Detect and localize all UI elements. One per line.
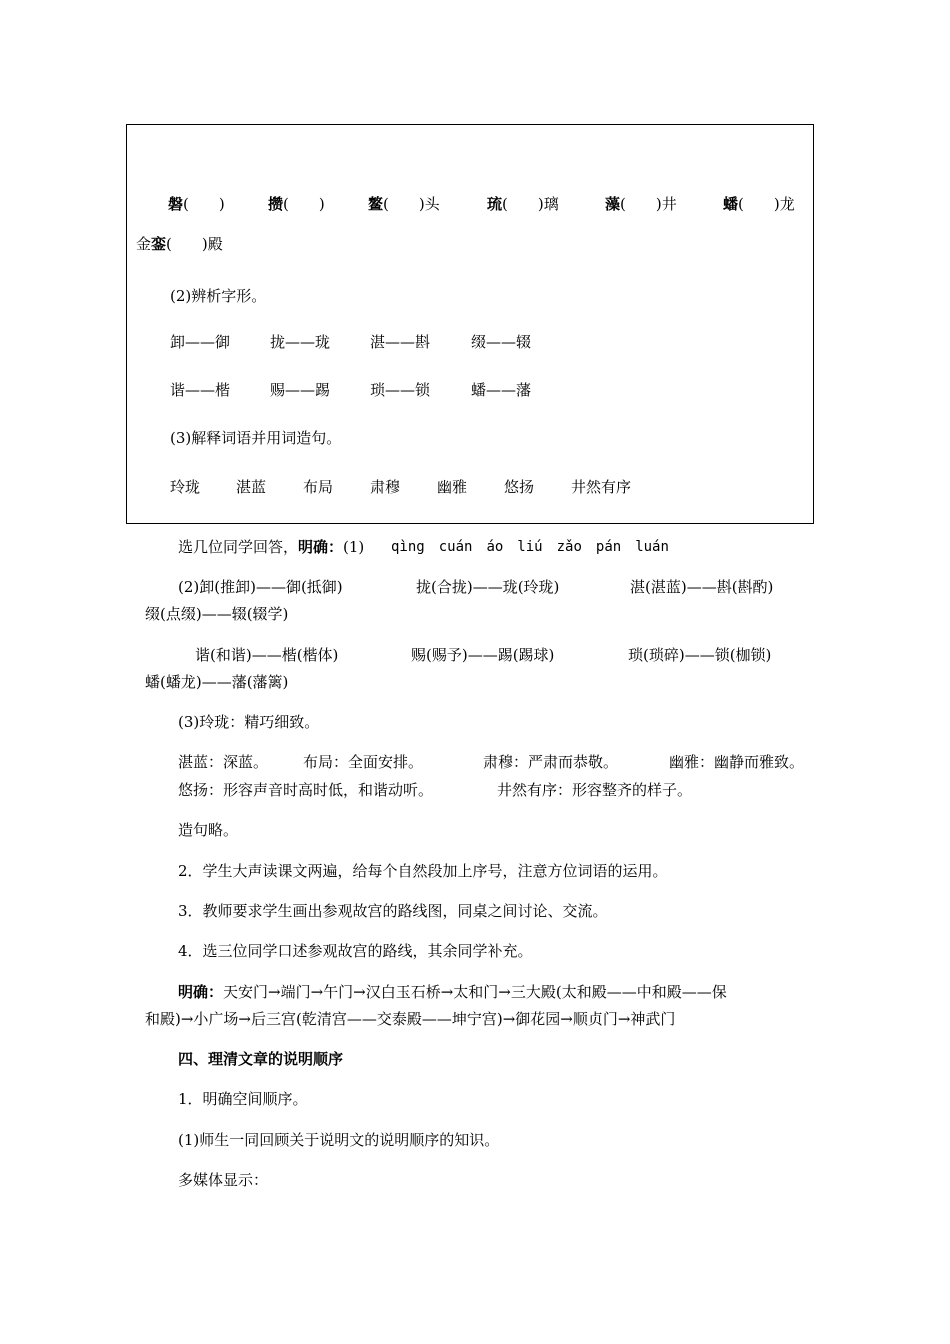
section-4-heading: 四、理清文章的说明顺序 [178,1050,344,1068]
answer-2-line-4: 蟠(蟠龙)——藩(藩篱) [145,673,289,691]
section-4-item-3: 多媒体显示： [178,1171,269,1189]
exercise-box [126,124,814,524]
step-4: 4．选三位同学口述参观故宫的路线，其余同学补充。 [178,942,533,960]
route-line-1: 明确：天安门→端门→午门→汉白玉石桥→太和门→三大殿(太和殿——中和殿——保 [178,983,727,1001]
route-line-2: 和殿)→小广场→后三宫(乾清宫——交泰殿——坤宁宫)→御花园→顺贞门→神武门 [145,1010,676,1028]
sentence-note: 造句略。 [178,821,239,839]
answer-intro: 选几位同学回答，明确：(1) [178,538,365,556]
answer-2-line-2: 缀(点缀)——辍(辍学) [145,605,289,623]
definition-1: (3)玲珑：精巧细致。 [178,713,320,731]
section-4-item-2: (1)师生一同回顾关于说明文的说明顺序的知识。 [178,1131,500,1149]
section-4-item-1: 1．明确空间顺序。 [178,1090,308,1108]
pinyin-row: qìng cuán áo liú zǎo pán luán [391,539,669,555]
item-2-heading: (2)辨析字形。 [170,287,267,305]
step-3: 3．教师要求学生画出参观故宫的路线图，同桌之间讨论、交流。 [178,902,608,920]
char-item: 琉 [487,195,503,213]
item-3-heading: (3)解释词语并用词造句。 [170,429,342,447]
char-row-2: 金銮( )殿 [136,235,223,253]
char-item: 磐 [168,195,184,213]
char-item: 藻 [605,195,621,213]
char-item: 鳌 [368,195,384,213]
document-page: 磐( ) 攒( ) 鳌( )头 琉( )璃 藻( )井 蟠( )龙 金銮( )殿 (2)辨析字形。 卸——御 拢——珑 湛——斟 缀——辍 谐——楷 赐——踢 琐——锁 蟠——藩 (3)解释词语并用词造句。 玲珑 湛蓝 布局 肃穆 幽雅 悠扬 井然有序 选几位同学回答，明确：(1) qìng cuán áo liú zǎo pán luán (2)卸(推卸)——御(抵御) 拢(合拢)——珑(玲珑) 湛(湛蓝)——斟(斟酌) 缀(点缀)——辍(辍学) 谐(和谐)——楷(楷体) 赐(赐予)——踢(踢球) 琐(琐碎)——锁(枷锁) 蟠(蟠龙)——藩(藩篱) (3)玲珑：精巧细致。 湛蓝：深蓝。 布局：全面安排。 肃穆：严肃而恭敬。 幽雅：幽静而雅致。 悠扬：形容声音时高时低，和谐动听。 井然有序：形容整齐的样子。 造句略。 2．学生大声读课文两遍，给每个自然段加上序号，注意方位词语的运用。 3．教师要求学生画出参观故宫的路线图，同桌之间讨论、交流。 4．选三位同学口述参观故宫的路线，其余同学补充。 明确：天安门→端门→午门→汉白玉石桥→太和门→三大殿(太和殿——中和殿——保 和殿)→小广场→后三宫(乾清宫——交泰殿——坤宁宫)→御花园→顺贞门→神武门 四、理清文章的说明顺序 1．明确空间顺序。 (1)师生一同回顾关于说明文的说明顺序的知识。 多媒体显示： [0,0,950,1344]
step-2: 2．学生大声读课文两遍，给每个自然段加上序号，注意方位词语的运用。 [178,862,668,880]
char-item: 蟠 [723,195,739,213]
char-item: 攒 [268,195,284,213]
